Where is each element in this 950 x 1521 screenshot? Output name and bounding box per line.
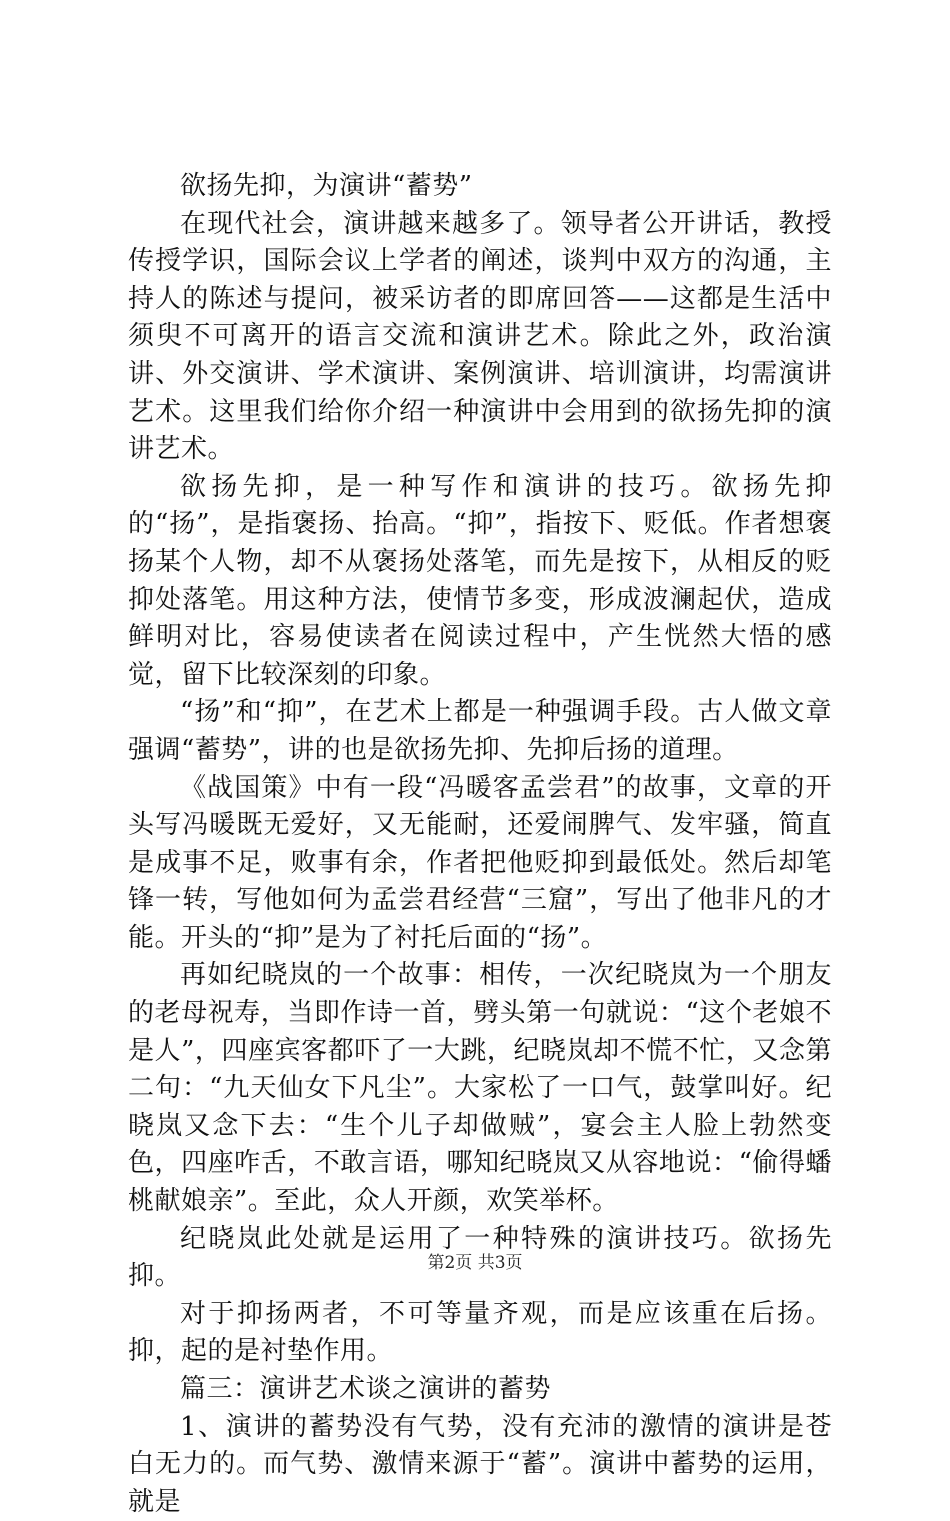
- paragraph: “扬”和“抑”，在艺术上都是一种强调手段。古人做文章强调“蓄势”，讲的也是欲扬先抑、先抑后扬的道理。: [128, 697, 832, 765]
- paragraph: 对于抑扬两者，不可等量齐观，而是应该重在后扬。抑，起的是衬垫作用。: [128, 1298, 832, 1367]
- paragraph: 欲扬先抑，是一种写作和演讲的技巧。欲扬先抑的“扬”，是指褒扬、抬高。“抑”，指按下、贬低。作者想褒扬某个人物，却不从褒扬处落笔，而先是按下，从相反的贬抑处落笔。用这种方法，使情节多变，形成波澜起伏，造成鲜明对比，容易使读者在阅读过程中，产生恍然大悟的感觉，留下比较深刻的印象。: [128, 471, 832, 690]
- paragraph: 1、演讲的蓄势没有气势，没有充沛的激情的演讲是苍白无力的。而气势、激情来源于“蓄”。演讲中蓄势的运用，就是: [128, 1411, 832, 1517]
- paragraph: 纪晓岚此处就是运用了一种特殊的演讲技巧。欲扬先抑。: [128, 1223, 832, 1292]
- paragraph: 《战国策》中有一段“冯暖客孟尝君”的故事，文章的开头写冯暖既无爱好，又无能耐，还爱闹脾气、发牢骚，简直是成事不足，败事有余，作者把他贬抑到最低处。然后却笔锋一转，写他如何为孟尝君经营“三窟”，写出了他非凡的才能。开头的“抑”是为了衬托后面的“扬”。: [128, 772, 832, 953]
- section-heading: 篇三：演讲艺术谈之演讲的蓄势: [180, 1374, 552, 1404]
- page-footer: 第2页 共3页: [427, 1253, 523, 1273]
- document-body: [128, 168, 832, 1521]
- section-title: 欲扬先抑，为演讲“蓄势”: [180, 171, 473, 201]
- paragraph: 在现代社会，演讲越来越多了。领导者公开讲话，教授传授学识，国际会议上学者的阐述，谈判中双方的沟通，主持人的陈述与提问，被采访者的即席回答——这都是生活中须臾不可离开的语言交流和演讲艺术。除此之外，政治演讲、外交演讲、学术演讲、案例演讲、培训演讲，均需演讲艺术。这里我们给你介绍一种演讲中会用到的欲扬先抑的演讲艺术。: [128, 208, 832, 465]
- paragraph: 再如纪晓岚的一个故事：相传，一次纪晓岚为一个朋友的老母祝寿，当即作诗一首，劈头第一句就说：“这个老娘不是人”，四座宾客都吓了一大跳，纪晓岚却不慌不忙，又念第二句：“九天仙女下凡尘”。大家松了一口气，鼓掌叫好。纪晓岚又念下去：“生个儿子却做贼”，宴会主人脸上勃然变色，四座咋舌，不敢言语，哪知纪晓岚又从容地说：“偷得蟠桃献娘亲”。至此，众人开颜，欢笑举杯。: [128, 960, 832, 1217]
